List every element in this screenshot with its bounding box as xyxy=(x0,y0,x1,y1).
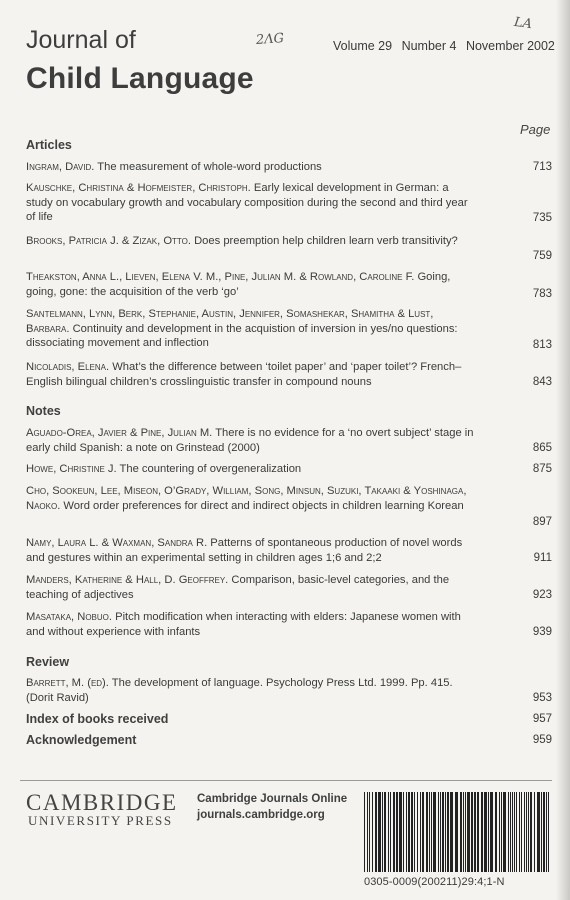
section-heading-notes: Notes xyxy=(26,404,61,418)
entry-authors: Ingram, David. xyxy=(26,161,95,173)
barcode-bar xyxy=(431,792,432,872)
barcode-bar xyxy=(514,792,515,872)
toc-entry[interactable] xyxy=(26,573,474,602)
barcode-bar xyxy=(530,792,532,872)
barcode-bar xyxy=(484,792,487,872)
entry-title: Continuity and development in the acquistion of inversion in yes/no questions: dissociating movement and inflection xyxy=(26,322,458,350)
barcode-bar xyxy=(516,792,517,872)
barcode-bar xyxy=(422,792,424,872)
entry-page-number: 843 xyxy=(532,376,552,388)
barcode xyxy=(364,792,552,872)
barcode-bar xyxy=(378,792,381,872)
barcode-bar xyxy=(537,792,540,872)
barcode-bar xyxy=(445,792,446,872)
barcode-bar xyxy=(465,792,466,872)
entry-page-number: 759 xyxy=(532,250,552,262)
toc-entry[interactable] xyxy=(26,484,474,513)
barcode-bar xyxy=(508,792,509,872)
publisher-subtitle: UNIVERSITY PRESS xyxy=(28,813,173,828)
barcode-bar xyxy=(414,792,415,872)
barcode-bar xyxy=(399,792,402,872)
barcode-bar xyxy=(364,792,365,872)
entry-authors: Cho, Sookeun, Lee, Miseon, O’Grady, William, Song, Minsun, Suzuki, Takaaki & Yoshinaga, Naoko. xyxy=(26,485,467,512)
toc-entry[interactable] xyxy=(26,181,474,225)
barcode-bar xyxy=(503,792,506,872)
online-service-title: Cambridge Journals Online xyxy=(197,793,348,805)
barcode-bar xyxy=(382,792,383,872)
toc-entry-acknowledgement[interactable]: Acknowledgement xyxy=(26,733,137,747)
date-label: November 2002 xyxy=(465,39,555,53)
barcode-bar xyxy=(488,792,489,872)
barcode-bar xyxy=(534,792,535,872)
issue-info xyxy=(333,39,561,53)
barcode-bar xyxy=(481,792,483,872)
entry-page-number: 911 xyxy=(533,552,552,564)
toc-entry[interactable] xyxy=(26,426,474,455)
entry-authors: Barrett, M. (ed). xyxy=(26,677,109,689)
entry-authors: Nicoladis, Elena. xyxy=(26,361,110,373)
barcode-bar xyxy=(411,792,413,872)
barcode-bar xyxy=(367,792,368,872)
barcode-bar xyxy=(541,792,542,872)
toc-entry-index-books[interactable]: Index of books received xyxy=(26,712,169,726)
barcode-bar xyxy=(543,792,545,872)
barcode-bar xyxy=(519,792,520,872)
entry-page-number: 713 xyxy=(532,161,552,173)
barcode-bar xyxy=(396,792,398,872)
barcode-bar xyxy=(467,792,470,872)
barcode-bar xyxy=(384,792,386,872)
barcode-bar xyxy=(429,792,430,872)
toc-entry[interactable] xyxy=(26,676,474,705)
entry-page-number: 875 xyxy=(532,463,552,475)
entry-page-number: 953 xyxy=(532,692,552,704)
barcode-bar xyxy=(406,792,407,872)
barcode-bar xyxy=(417,792,418,872)
footer-divider xyxy=(20,780,552,781)
entry-page-number: 783 xyxy=(532,288,552,300)
toc-entry[interactable] xyxy=(26,610,474,639)
barcode-bar xyxy=(447,792,449,872)
barcode-bar xyxy=(460,792,462,872)
barcode-bar xyxy=(490,792,493,872)
toc-entry[interactable] xyxy=(26,160,474,175)
entry-authors: Namy, Laura L. & Waxman, Sandra R. xyxy=(26,537,208,549)
handwritten-note-left: 2ΛG xyxy=(255,31,285,48)
online-service-url[interactable]: journals.cambridge.org xyxy=(197,809,325,821)
entry-page-number: 897 xyxy=(532,516,552,528)
entry-title: Comparison, basic-level categories, and the teaching of adjectives xyxy=(26,574,450,601)
entry-page-number: 813 xyxy=(532,339,552,351)
section-heading-review: Review xyxy=(26,655,70,669)
number-label: Number 4 xyxy=(401,39,457,53)
barcode-bar xyxy=(512,792,513,872)
entry-title: The development of language. Psychology Press Ltd. 1999. Pp. 415. (Dorit Ravid) xyxy=(26,677,453,704)
barcode-bar xyxy=(546,792,547,872)
barcode-bar xyxy=(495,792,497,872)
entry-title: Patterns of spontaneous production of novel words and gestures within an experimental setting in children ages 1;6 and 2;2 xyxy=(26,537,463,564)
journal-title-line1: Journal of xyxy=(26,26,136,54)
entry-title: Going, going, gone: the acquisition of the verb ‘go’ xyxy=(26,271,451,298)
barcode-bar xyxy=(403,792,404,872)
entry-title: Does preemption help children learn verb transitivity? xyxy=(194,235,458,247)
entry-authors: Kauschke, Christina & Hofmeister, Christoph. xyxy=(26,182,251,194)
barcode-bar xyxy=(455,792,458,872)
barcode-bar xyxy=(390,792,391,872)
entry-authors: Santelmann, Lynn, Berk, Stephanie, Austin, Jennifer, Somashekar, Shamitha & Lust, Barbara. xyxy=(26,308,434,335)
barcode-bar xyxy=(369,792,370,872)
barcode-bar xyxy=(463,792,464,872)
barcode-bar xyxy=(499,792,500,872)
entry-page-number: 957 xyxy=(532,713,552,725)
barcode-bar xyxy=(372,792,373,872)
entry-authors: Theakston, Anna L., Lieven, Elena V. M., Pine, Julian M. & Rowland, Caroline F. xyxy=(26,271,415,283)
barcode-bar xyxy=(426,792,428,872)
entry-title: The countering of overgeneralization xyxy=(119,463,302,475)
barcode-bar xyxy=(521,792,522,872)
barcode-bar xyxy=(393,792,395,872)
entry-title: Early lexical development in German: a study on vocabulary growth and vocabulary composition during the second and third year of life xyxy=(26,182,468,224)
section-heading-articles: Articles xyxy=(26,138,72,152)
entry-title: What’s the difference between ‘toilet paper’ and ‘paper toilet’? French–English bilingual children’s crosslinguistic transfer in compound nouns xyxy=(26,361,462,388)
barcode-bar xyxy=(438,792,439,872)
entry-authors: Manders, Katherine & Hall, D. Geoffrey. xyxy=(26,574,229,586)
barcode-bar xyxy=(442,792,444,872)
barcode-bar xyxy=(420,792,421,872)
entry-authors: Aguado-Orea, Javier & Pine, Julian M. xyxy=(26,427,213,439)
entry-authors: Howe, Christine J. xyxy=(26,463,117,475)
entry-authors: Masataka, Nobuo. xyxy=(26,611,112,623)
barcode-bar xyxy=(388,792,389,872)
barcode-bar xyxy=(526,792,527,872)
barcode-bar xyxy=(548,792,549,872)
barcode-bar xyxy=(501,792,502,872)
entry-title: Pitch modification when interacting with elders: Japanese women with and without experience with infants xyxy=(26,611,461,638)
entry-title: The measurement of whole-word productions xyxy=(97,161,322,173)
toc-entry[interactable] xyxy=(26,234,474,249)
toc-entry[interactable] xyxy=(26,462,474,477)
barcode-bar xyxy=(440,792,441,872)
barcode-bar xyxy=(510,792,511,872)
entry-page-number: 735 xyxy=(532,212,552,224)
barcode-bar xyxy=(477,792,479,872)
barcode-bar xyxy=(375,792,377,872)
journal-title-line2: Child Language xyxy=(26,62,254,95)
barcode-bar xyxy=(450,792,453,872)
toc-entry[interactable] xyxy=(26,307,474,351)
toc-entry[interactable] xyxy=(26,536,474,565)
entry-authors: Brooks, Patricia J. & Zizak, Otto. xyxy=(26,235,191,247)
handwritten-note-right: LA xyxy=(513,14,533,33)
entry-page-number: 923 xyxy=(532,589,552,601)
barcode-bar xyxy=(433,792,436,872)
barcode-bar xyxy=(528,792,529,872)
entry-page-number: 865 xyxy=(532,442,552,454)
barcode-bar xyxy=(471,792,473,872)
entry-page-number: 959 xyxy=(532,734,552,746)
entry-title: Word order preferences for direct and indirect objects in children learning Korean xyxy=(63,499,464,512)
publisher-name: CAMBRIDGE xyxy=(26,790,178,815)
toc-entry[interactable] xyxy=(26,360,474,389)
scan-edge-shadow xyxy=(556,0,570,900)
page-column-heading: Page xyxy=(520,122,551,137)
entry-page-number: 939 xyxy=(532,626,552,638)
isbn-code: 0305-0009(200211)29:4;1-N xyxy=(364,876,505,888)
barcode-bar xyxy=(524,792,525,872)
volume-label: Volume 29 xyxy=(333,39,393,53)
barcode-bar xyxy=(474,792,476,872)
entry-title: There is no evidence for a ‘no overt subject’ stage in early child Spanish: a note on Grinstead (2000) xyxy=(26,427,474,454)
toc-entry[interactable] xyxy=(26,270,474,299)
barcode-bar xyxy=(408,792,410,872)
